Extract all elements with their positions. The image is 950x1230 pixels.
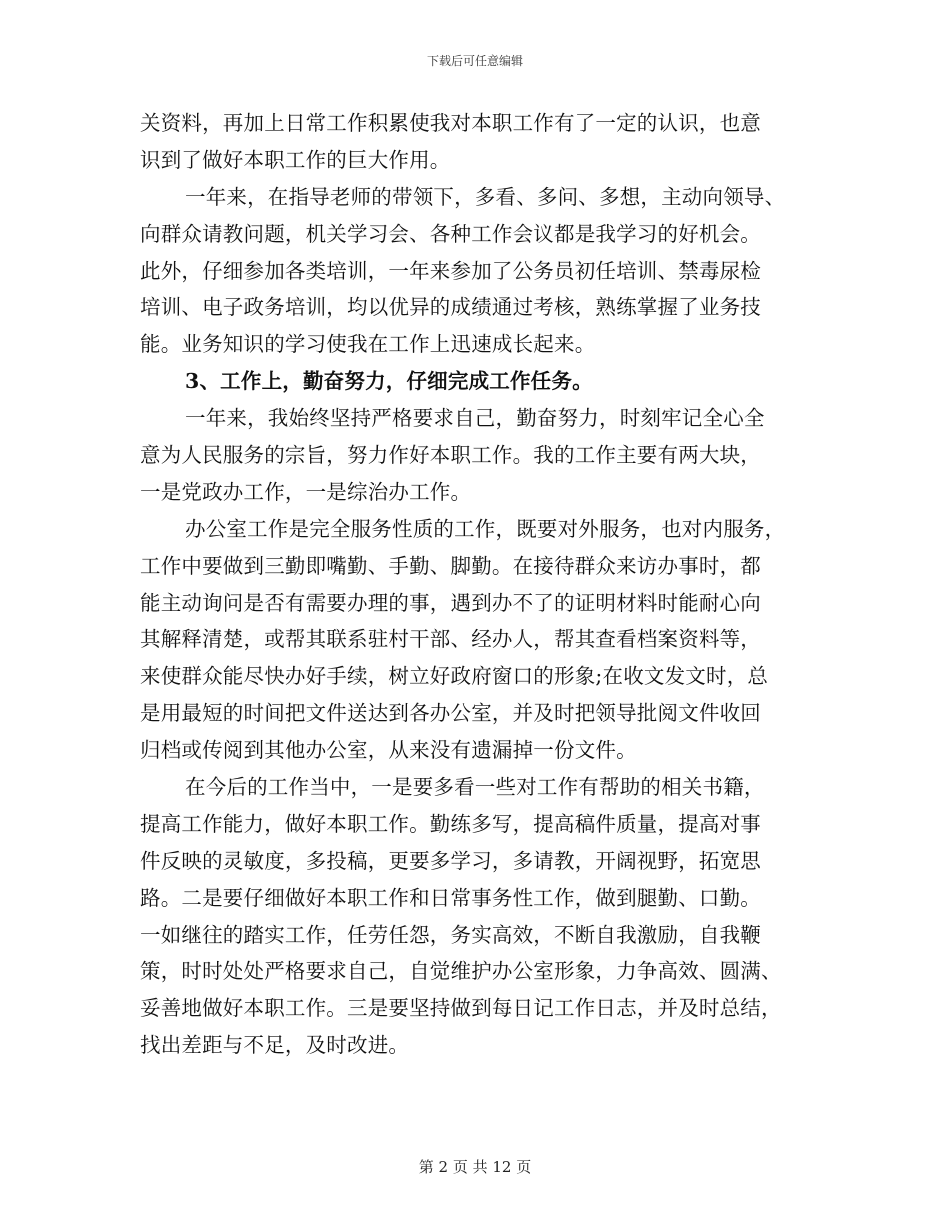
text-line: 来使群众能尽快办好手续，树立好政府窗口的形象;在收文发文时，总 <box>140 664 769 689</box>
text-line: 策，时时处处严格要求自己，自觉维护办公室形象，力争高效、圆满、 <box>140 959 782 984</box>
text-line: 是用最短的时间把文件送达到各办公室，并及时把领导批阅文件收回 <box>140 701 761 726</box>
text-line: 能主动询问是否有需要办理的事，遇到办不了的证明材料时能耐心向 <box>140 590 761 615</box>
text-line: 能。业务知识的学习使我在工作上迅速成长起来。 <box>140 332 596 357</box>
text-line: 一年来，在指导老师的带领下，多看、多问、多想，主动向领导、 <box>185 184 786 209</box>
text-line: 办公室工作是完全服务性质的工作，既要对外服务，也对内服务， <box>185 516 786 541</box>
text-line: 向群众请教问题，机关学习会、各种工作会议都是我学习的好机会。 <box>140 221 761 246</box>
text-line: 一是党政办工作，一是综治办工作。 <box>140 479 472 504</box>
text-line: 意为人民服务的宗旨，努力作好本职工作。我的工作主要有两大块， <box>140 443 761 468</box>
text-line: 关资料，再加上日常工作积累使我对本职工作有了一定的认识，也意 <box>140 111 761 135</box>
text-line: 一如继往的踏实工作，任劳任怨，务实高效，不断自我激励，自我鞭 <box>140 922 761 947</box>
header-note: 下载后可任意编辑 <box>426 54 523 68</box>
text-line: 路。二是要仔细做好本职工作和日常事务性工作，做到腿勤、口勤。 <box>140 885 761 910</box>
section-heading: 3、工作上，勤奋努力，仔细完成工作任务。 <box>185 369 593 394</box>
text-line: 在今后的工作当中，一是要多看一些对工作有帮助的相关书籍， <box>185 775 765 800</box>
text-line: 提高工作能力，做好本职工作。勤练多写，提高稿件质量，提高对事 <box>140 811 761 836</box>
page-number: 第 2 页 共 12 页 <box>418 1158 532 1176</box>
text-line: 件反映的灵敏度，多投稿，更要多学习，多请教，开阔视野，拓宽思 <box>140 848 761 873</box>
text-line: 此外，仔细参加各类培训，一年来参加了公务员初任培训、禁毒尿检 <box>140 258 761 283</box>
text-line: 培训、电子政务培训，均以优异的成绩通过考核，熟练掌握了业务技 <box>140 295 761 320</box>
text-line: 一年来，我始终坚持严格要求自己，勤奋努力，时刻牢记全心全 <box>185 406 765 431</box>
text-line: 找出差距与不足，及时改进。 <box>140 1033 410 1058</box>
text-line: 其解释清楚，或帮其联系驻村干部、经办人，帮其查看档案资料等， <box>140 627 761 652</box>
text-line: 归档或传阅到其他办公室，从来没有遗漏掉一份文件。 <box>140 738 637 763</box>
text-line: 识到了做好本职工作的巨大作用。 <box>140 147 451 172</box>
document-body <box>140 105 820 1064</box>
text-line: 妥善地做好本职工作。三是要坚持做到每日记工作日志，并及时总结， <box>140 996 782 1021</box>
text-line: 工作中要做到三勤即嘴勤、手勤、脚勤。在接待群众来访办事时，都 <box>140 553 761 578</box>
